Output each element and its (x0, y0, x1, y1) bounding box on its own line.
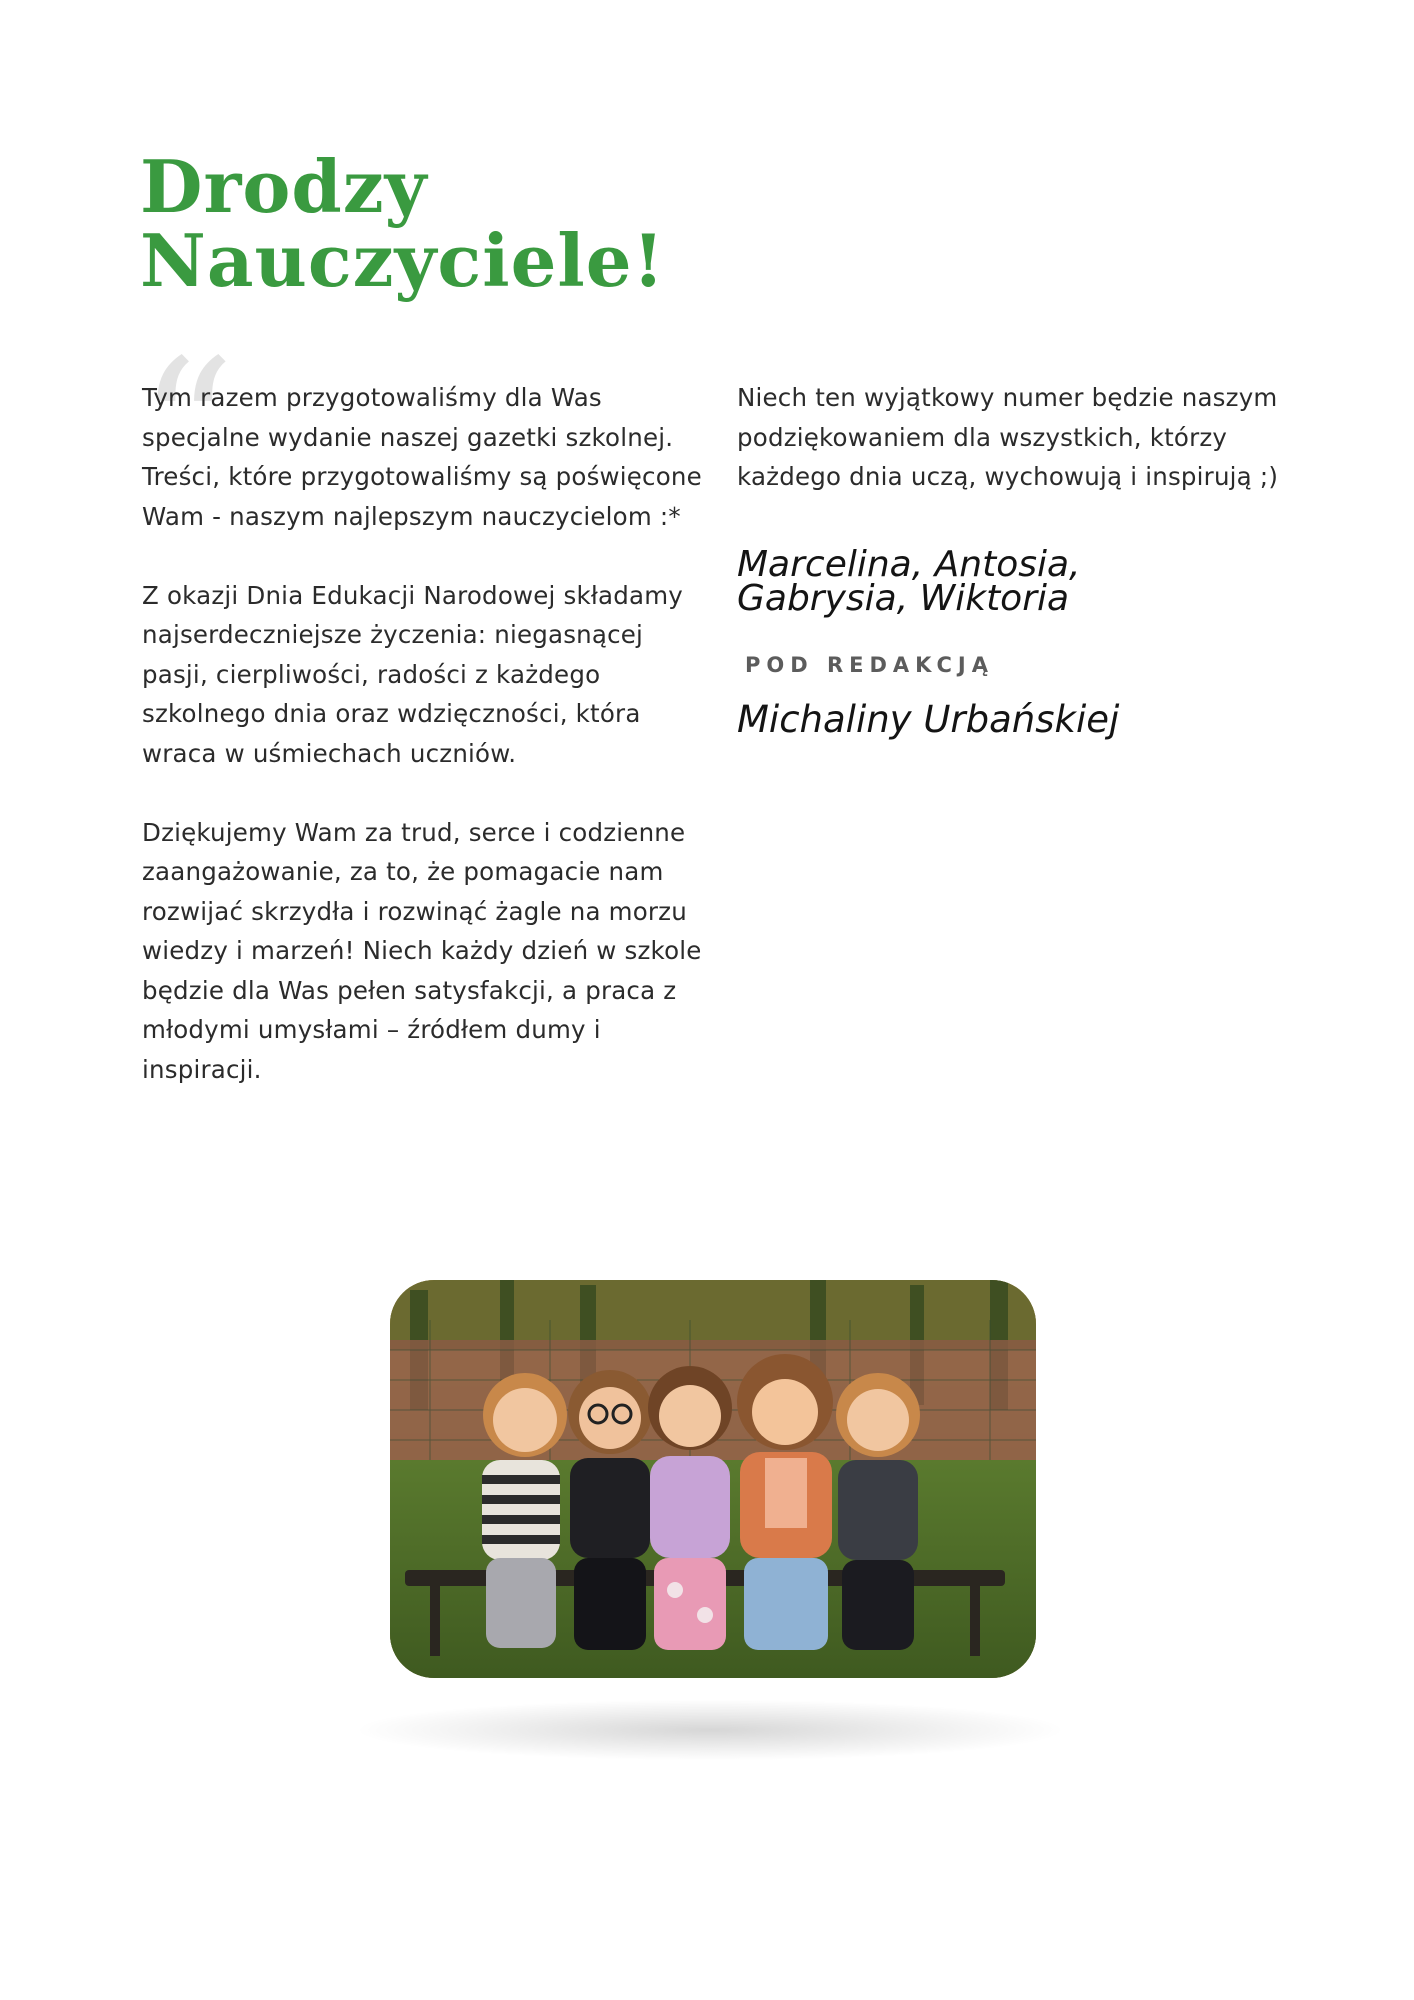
authors-signature (737, 544, 1081, 619)
editor-signature: Michaliny Urbańskiej (737, 698, 1120, 741)
editor-label: POD REDAKCJĄ (745, 653, 994, 677)
photo-shadow (360, 1700, 1060, 1760)
title-line-2: Nauczyciele! (140, 218, 666, 303)
paragraph-thanks: Dziękujemy Wam za trud, serce i codzienne zaangażowanie, za to, że pomagacie nam rozwijać skrzydła i rozwinąć żagle na morzu wiedzy i marzeń! Niech każdy dzień w szkole będzie dla Was pełen satysfakcji, a praca z młodymi umysłami – źródłem dumy i inspiracji. (142, 817, 702, 1084)
authors-line-1: Marcelina, Antosia, (737, 544, 1081, 585)
right-column (737, 378, 1297, 497)
authors-line-2: Gabrysia, Wiktoria (737, 578, 1070, 619)
page-title (140, 144, 666, 303)
title-line-1: Drodzy (140, 144, 428, 229)
paragraph-intro: Tym razem przygotowaliśmy dla Was specjalne wydanie naszej gazetki szkolnej. Treści, które przygotowaliśmy są poświęcone Wam - naszym najlepszym nauczycielom :* (142, 383, 702, 531)
paragraph-wishes: Z okazji Dnia Edukacji Narodowej składamy najserdeczniejsze życzenia: niegasnącej pasji, cierpliwości, radości z każdego szkolnego dnia oraz wdzięczności, która wraca w uśmiechach uczniów. (142, 580, 683, 768)
quote-mark-icon: “ (138, 319, 236, 540)
left-column (142, 378, 702, 1089)
paragraph-dedication: Niech ten wyjątkowy numer będzie naszym podziękowaniem dla wszystkich, którzy każdego dnia uczą, wychowują i inspirują ;) (737, 383, 1279, 491)
group-photo (390, 1280, 1036, 1678)
